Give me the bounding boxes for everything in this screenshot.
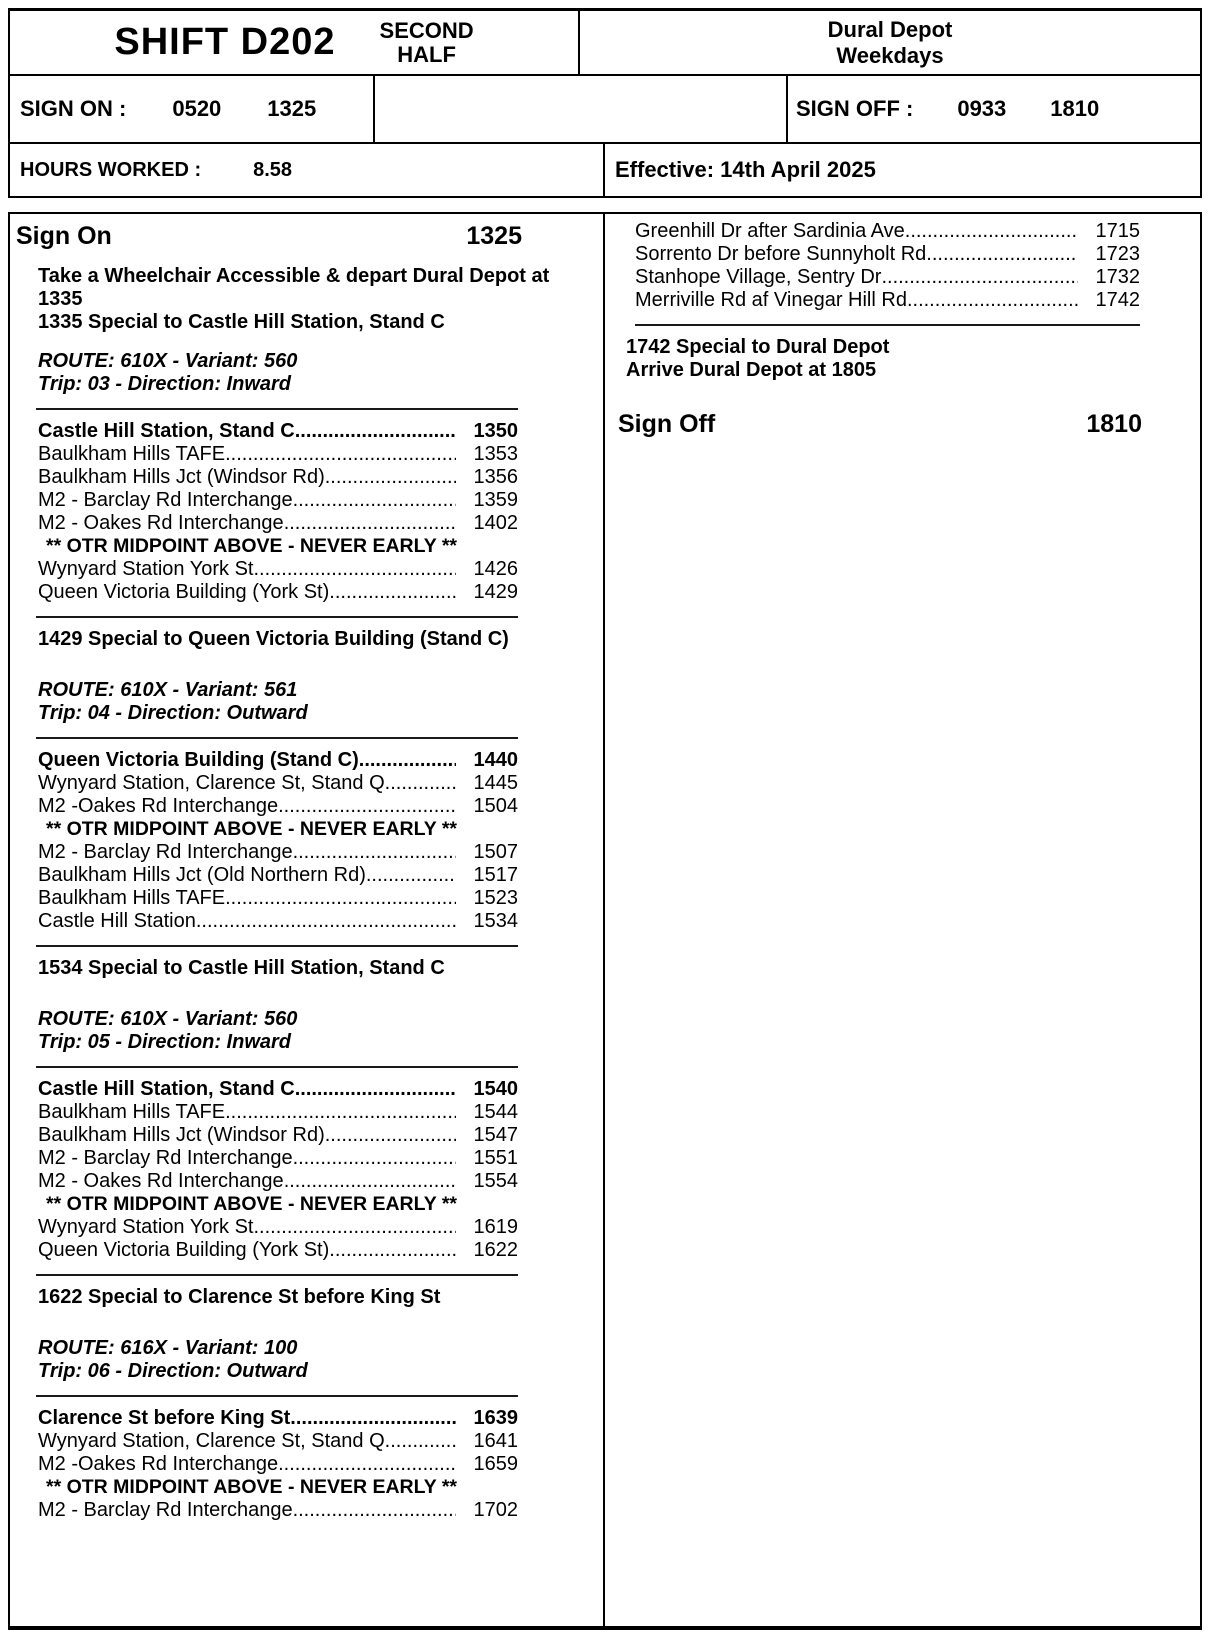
stop-time: 1353 [473,443,518,465]
stop-name: Stanhope Village, Sentry Dr [635,266,882,288]
shift-half-label [380,19,474,65]
dot-leader [225,1101,456,1124]
dot-leader [284,512,456,535]
stop-row [38,1147,518,1170]
stop-row [38,772,518,795]
dot-leader [293,841,456,864]
text-line: Trip: 06 - Direction: Outward [38,1360,308,1382]
section-heading-label: Sign Off [618,410,716,438]
stop-name: M2 - Oakes Rd Interchange [38,512,284,534]
depot-name: Dural Depot [827,17,953,43]
stop-row [38,749,518,772]
stop-time: 1504 [473,795,518,817]
shift-half-line1: SECOND [379,18,474,44]
dot-leader [278,795,456,818]
header-row-title [10,11,1200,76]
sign-on-label: SIGN ON : [20,96,127,121]
dot-leader [366,864,456,887]
stop-time: 1523 [473,887,518,909]
dot-leader [325,1124,456,1147]
depot-days: Weekdays [836,42,944,68]
dot-leader [295,420,456,443]
divider-rule [36,1274,518,1276]
stop-row [38,443,518,466]
right-column [605,214,1200,1626]
dot-leader [325,466,456,489]
otr-midpoint-note: ** OTR MIDPOINT ABOVE - NEVER EARLY ** [46,818,458,840]
stop-row [38,841,518,864]
stop-name: Baulkham Hills Jct (Windsor Rd) [38,466,325,488]
divider-rule [36,408,518,410]
special-movement-note [38,957,562,980]
dot-leader [329,581,456,604]
dot-leader [293,1147,456,1170]
dot-leader [385,1430,456,1453]
text-line: 1534 Special to Castle Hill Station, Stand C [38,957,445,979]
header-row-hours [10,144,1200,196]
stop-name: Baulkham Hills TAFE [38,887,226,909]
stop-time: 1540 [473,1078,518,1100]
stop-row [635,243,1140,266]
hours-worked-label: HOURS WORKED : [20,158,202,181]
text-line: Arrive Dural Depot at 1805 [626,359,877,381]
stop-row [38,558,518,581]
dot-leader [905,220,1078,243]
stop-row [635,266,1140,289]
stop-time: 1619 [473,1216,518,1238]
stop-row [38,1430,518,1453]
stop-row [38,420,518,443]
divider-rule [36,1066,518,1068]
left-column [10,214,605,1626]
stop-row [38,1499,518,1522]
stop-name: Wynyard Station York St [38,1216,254,1238]
stop-times-table [38,420,518,604]
stop-name: Queen Victoria Building (York St) [38,1239,330,1261]
stop-name: M2 - Barclay Rd Interchange [38,1147,293,1169]
stop-name: Castle Hill Station, Stand C [38,420,295,442]
text-line: ROUTE: 610X - Variant: 560 [38,350,298,372]
stop-name: M2 -Oakes Rd Interchange [38,795,279,817]
text-line: 1742 Special to Dural Depot [626,336,890,358]
stop-row [38,1239,518,1262]
dot-leader [881,266,1078,289]
text-line: ROUTE: 610X - Variant: 560 [38,1008,298,1030]
stop-name: M2 - Oakes Rd Interchange [38,1170,284,1192]
text-line: Take a Wheelchair Accessible & depart Dural Depot at [38,265,550,287]
stop-name: Wynyard Station, Clarence St, Stand Q [38,1430,385,1452]
stop-time: 1639 [473,1407,518,1429]
shift-half-line2: HALF [397,41,456,67]
stop-time: 1554 [473,1170,518,1192]
dot-leader [907,289,1078,312]
depart-instruction-paragraph [38,265,562,334]
stop-time: 1551 [473,1147,518,1169]
dot-leader [278,1453,456,1476]
stop-row [38,1407,518,1430]
stop-time: 1659 [473,1453,518,1475]
stop-row [38,1124,518,1147]
text-line: 1335 Special to Castle Hill Station, Stand C [38,311,445,333]
stop-row [38,581,518,604]
text-line: ROUTE: 616X - Variant: 100 [38,1337,298,1359]
header-row-sign-times [10,76,1200,144]
roster-body [8,212,1202,1630]
stop-time: 1356 [473,466,518,488]
section-heading [16,222,522,251]
stop-row [38,512,518,535]
stop-times-table [38,749,518,933]
text-line: Trip: 05 - Direction: Inward [38,1031,291,1053]
route-info [38,1337,562,1383]
section-heading-time: 1325 [466,222,522,250]
dot-leader [290,1407,456,1430]
stop-time: 1426 [473,558,518,580]
stop-row [38,887,518,910]
divider-rule [36,1395,518,1397]
route-info [38,679,562,725]
sign-off-cell [788,76,1200,142]
stop-name: Baulkham Hills Jct (Old Northern Rd) [38,864,366,886]
text-line: ROUTE: 610X - Variant: 561 [38,679,298,701]
divider-rule [36,737,518,739]
section-heading [618,410,1142,439]
otr-midpoint-note: ** OTR MIDPOINT ABOVE - NEVER EARLY ** [46,1193,458,1215]
stop-time: 1402 [473,512,518,534]
sign-off-time-1: 0933 [957,96,1007,121]
stop-row [38,489,518,512]
sign-on-time-2: 1325 [267,96,317,121]
stop-row [635,220,1140,243]
stop-name: Greenhill Dr after Sardinia Ave [635,220,905,242]
sign-off-time-2: 1810 [1050,96,1100,121]
text-line: Trip: 03 - Direction: Inward [38,373,291,395]
stop-time: 1544 [473,1101,518,1123]
special-movement-note [626,336,1150,382]
hours-worked-value: 8.58 [253,158,293,181]
header-table [8,8,1202,198]
dot-leader [329,1239,456,1262]
effective-date: Effective: 14th April 2025 [615,157,876,182]
stop-name: M2 -Oakes Rd Interchange [38,1453,279,1475]
dot-leader [254,558,457,581]
stop-name: Baulkham Hills TAFE [38,1101,226,1123]
route-info [38,350,562,396]
page-inner [8,8,1202,1630]
dot-leader [225,443,456,466]
sign-on-cell [10,76,375,142]
stop-time: 1445 [473,772,518,794]
shift-title-cell [10,11,580,74]
stop-row [38,910,518,933]
divider-rule [36,616,518,618]
hours-worked-cell [10,144,605,196]
stop-time: 1507 [473,841,518,863]
special-movement-note [38,1286,562,1309]
stop-name: Sorrento Dr before Sunnyholt Rd [635,243,927,265]
depot-cell [580,11,1200,74]
stop-name: M2 - Barclay Rd Interchange [38,1499,293,1521]
stop-times-table [38,1078,518,1262]
stop-time: 1742 [1095,289,1140,311]
route-info [38,1008,562,1054]
stop-time: 1641 [473,1430,518,1452]
stop-row [38,1170,518,1193]
stop-row [38,1216,518,1239]
dot-leader [254,1216,457,1239]
stop-name: M2 - Barclay Rd Interchange [38,841,293,863]
dot-leader [196,910,456,933]
shift-title: SHIFT D202 [114,21,336,63]
stop-row [38,1101,518,1124]
stop-row [38,864,518,887]
stop-name: Wynyard Station York St [38,558,254,580]
stop-time: 1359 [473,489,518,511]
stop-times-table [635,220,1140,312]
stop-name: Castle Hill Station, Stand C [38,1078,295,1100]
text-line: 1335 [38,288,83,310]
effective-date-cell [605,144,1200,196]
stop-time: 1534 [473,910,518,932]
dot-leader [225,887,456,910]
stop-row [38,1453,518,1476]
text-line: 1429 Special to Queen Victoria Building (Stand C) [38,628,509,650]
stop-name: Baulkham Hills TAFE [38,443,226,465]
dot-leader [385,772,456,795]
text-line: Trip: 04 - Direction: Outward [38,702,308,724]
stop-time: 1702 [473,1499,518,1521]
stop-name: M2 - Barclay Rd Interchange [38,489,293,511]
dot-leader [359,749,456,772]
special-movement-note [38,628,562,651]
stop-name: Castle Hill Station [38,910,196,932]
sign-on-time-1: 0520 [172,96,222,121]
stop-times-table [38,1407,518,1522]
stop-time: 1723 [1095,243,1140,265]
stop-row [38,1078,518,1101]
stop-time: 1429 [473,581,518,603]
stop-time: 1547 [473,1124,518,1146]
stop-name: Wynyard Station, Clarence St, Stand Q [38,772,385,794]
divider-rule [635,324,1140,326]
stop-time: 1715 [1095,220,1140,242]
stop-time: 1732 [1095,266,1140,288]
section-heading-time: 1810 [1086,410,1142,438]
stop-name: Clarence St before King St [38,1407,291,1429]
dot-leader [293,489,456,512]
stop-name: Queen Victoria Building (York St) [38,581,330,603]
stop-time: 1517 [473,864,518,886]
text-line: 1622 Special to Clarence St before King St [38,1286,441,1308]
otr-midpoint-note: ** OTR MIDPOINT ABOVE - NEVER EARLY ** [46,1476,458,1498]
sign-off-label: SIGN OFF : [796,96,914,121]
divider-rule [36,945,518,947]
stop-time: 1622 [473,1239,518,1261]
stop-name: Merriville Rd af Vinegar Hill Rd [635,289,907,311]
stop-time: 1440 [473,749,518,771]
stop-name: Queen Victoria Building (Stand C) [38,749,359,771]
dot-leader [284,1170,456,1193]
stop-time: 1350 [473,420,518,442]
otr-midpoint-note: ** OTR MIDPOINT ABOVE - NEVER EARLY ** [46,535,458,557]
section-heading-label: Sign On [16,222,112,250]
stop-row [635,289,1140,312]
stop-row [38,795,518,818]
stop-row [38,466,518,489]
dot-leader [926,243,1078,266]
header-empty-cell [375,76,788,142]
stop-name: Baulkham Hills Jct (Windsor Rd) [38,1124,325,1146]
dot-leader [295,1078,456,1101]
dot-leader [293,1499,456,1522]
